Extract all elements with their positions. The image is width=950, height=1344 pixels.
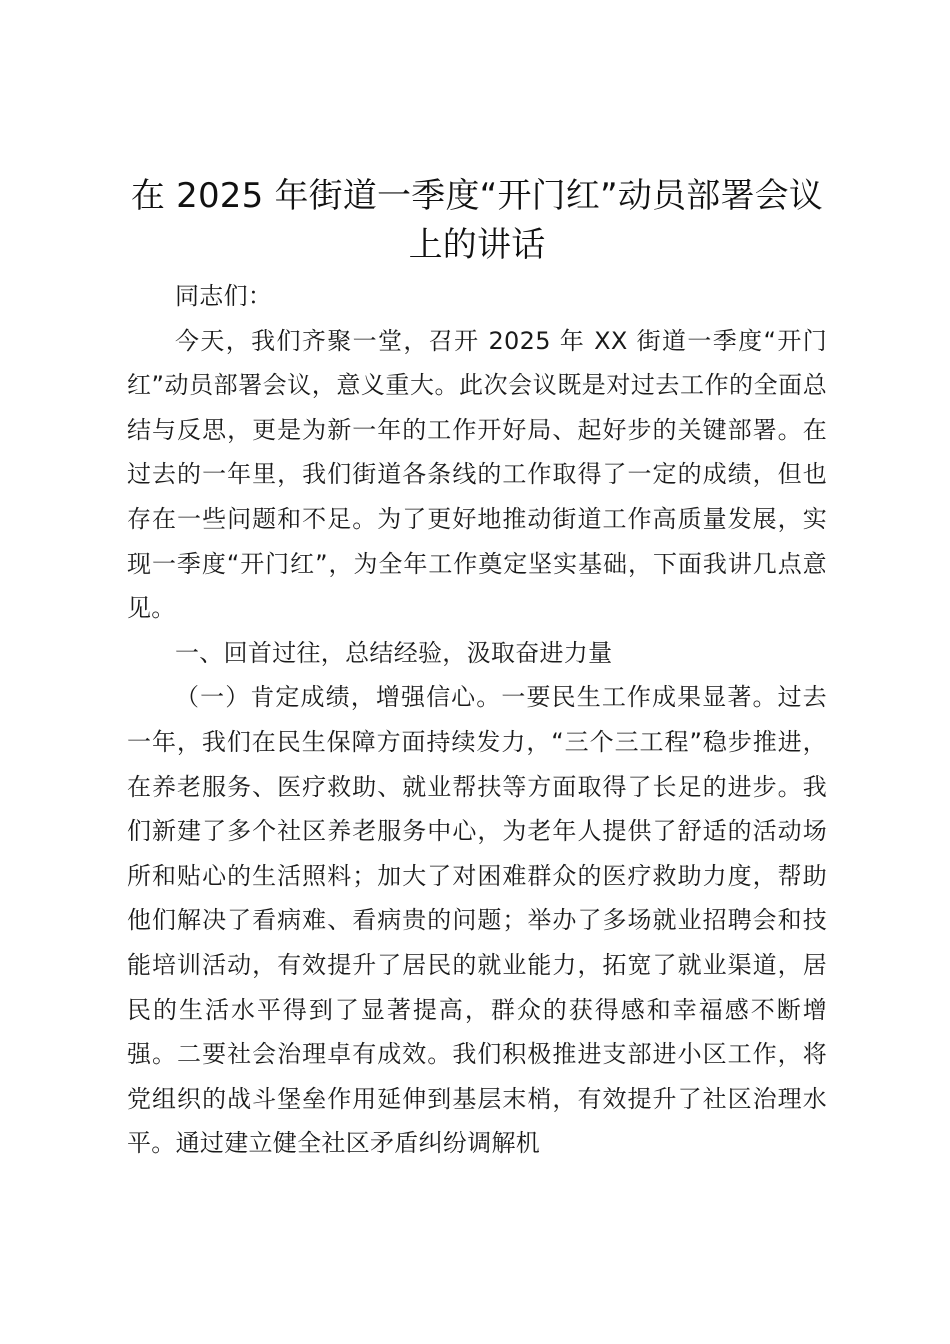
document-body [127, 172, 827, 1166]
subsection-paragraph: （一）肯定成绩，增强信心。一要民生工作成果显著。过去一年，我们在民生保障方面持续发力，“三个三工程”稳步推进，在养老服务、医疗救助、就业帮扶等方面取得了长足的进步。我们新建了多个社区养老服务中心，为老年人提供了舒适的活动场所和贴心的生活照料；加大了对困难群众的医疗救助力度，帮助他们解决了看病难、看病贵的问题；举办了多场就业招聘会和技能培训活动，有效提升了居民的就业能力，拓宽了就业渠道，居民的生活水平得到了显著提高，群众的获得感和幸福感不断增强。二要社会治理卓有成效。我们积极推进支部进小区工作，将党组织的战斗堡垒作用延伸到基层末梢，有效提升了社区治理水平。通过建立健全社区矛盾纠纷调解机 [127, 683, 827, 1158]
section-heading: 一、回首过往，总结经验，汲取奋进力量 [175, 638, 613, 667]
document-title: 在 2025 年街道一季度“开门红”动员部署会议上的讲话 [130, 176, 824, 265]
salutation: 同志们： [175, 282, 273, 310]
document-text [127, 274, 827, 1166]
opening-paragraph: 今天，我们齐聚一堂，召开 2025 年 XX 街道一季度“开门红”动员部署会议，意义重大。此次会议既是对过去工作的全面总结与反思，更是为新一年的工作开好局、起好步的关键部署。在过去的一年里，我们街道各条线的工作取得了一定的成绩，但也存在一些问题和不足。为了更好地推动街道工作高质量发展，实现一季度“开门红”，为全年工作奠定坚实基础，下面我讲几点意见。 [127, 326, 827, 623]
